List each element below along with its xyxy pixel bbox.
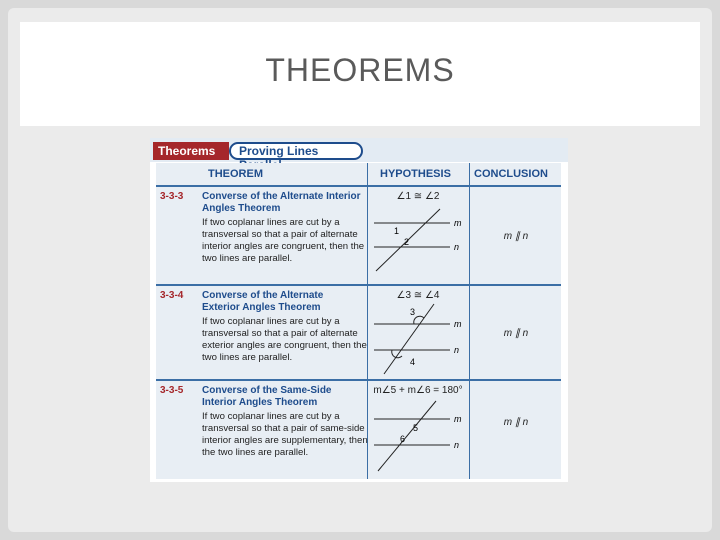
hypothesis-text: ∠3 ≅ ∠4 <box>396 290 440 301</box>
parallel-lines-diagram <box>370 302 468 378</box>
angle-label: 2 <box>404 237 410 247</box>
conclusion-text: m ∥ n <box>503 328 529 339</box>
header-conclusion: CONCLUSION <box>474 168 548 180</box>
theorem-figure <box>150 138 568 482</box>
angle-label: 4 <box>410 357 416 367</box>
hypothesis-text: ∠1 ≅ ∠2 <box>396 191 440 202</box>
theorem-number: 3-3-4 <box>160 290 184 301</box>
theorem-statement: If two coplanar lines are cut by a transversal so that a pair of same-side interior angles are supplementary, then the two lines are parallel. <box>202 411 368 458</box>
parallel-lines-diagram <box>370 397 468 477</box>
header-hypothesis: HYPOTHESIS <box>380 168 451 180</box>
line-m-label: m <box>454 218 462 228</box>
angle-label: 5 <box>413 423 419 433</box>
topic-pill: Proving Lines <box>229 142 363 160</box>
parallel-lines-diagram <box>370 203 468 283</box>
angle-label: 1 <box>394 226 400 236</box>
theorem-row <box>156 187 561 284</box>
line-n-label: n <box>454 242 460 252</box>
theorem-statement: If two coplanar lines are cut by a transversal so that a pair of alternate interior angles are congruent, then the two lines are parallel. <box>202 217 365 264</box>
theorem-number: 3-3-5 <box>160 385 184 396</box>
theorem-name: Converse of the Alternate Interior Angles Theorem <box>202 191 361 214</box>
hypothesis-text: m∠5 + m∠6 = 180° <box>373 385 463 396</box>
line-n-label: n <box>454 345 460 355</box>
theorem-row <box>156 286 561 379</box>
slide-title: THEOREMS <box>265 52 455 88</box>
line-m-label: m <box>454 414 462 424</box>
theorem-table <box>156 163 561 479</box>
theorem-name: Converse of the Alternate Exterior Angles Theorem <box>202 290 324 313</box>
angle-label: 3 <box>410 307 416 317</box>
conclusion-text: m ∥ n <box>503 231 529 242</box>
theorem-statement: If two coplanar lines are cut by a transversal so that a pair of alternate exterior angles are congruent, then the two lines are parallel. <box>202 316 367 363</box>
theorem-number: 3-3-3 <box>160 191 184 202</box>
line-m-label: m <box>454 319 462 329</box>
theorem-row <box>156 381 561 479</box>
theorems-tag: Theorems <box>153 142 229 160</box>
angle-label: 6 <box>400 434 406 444</box>
header-theorem: THEOREM <box>208 168 263 180</box>
line-n-label: n <box>454 440 460 450</box>
conclusion-text: m ∥ n <box>503 417 529 428</box>
theorem-name: Converse of the Same-Side Interior Angles Theorem <box>202 385 332 408</box>
